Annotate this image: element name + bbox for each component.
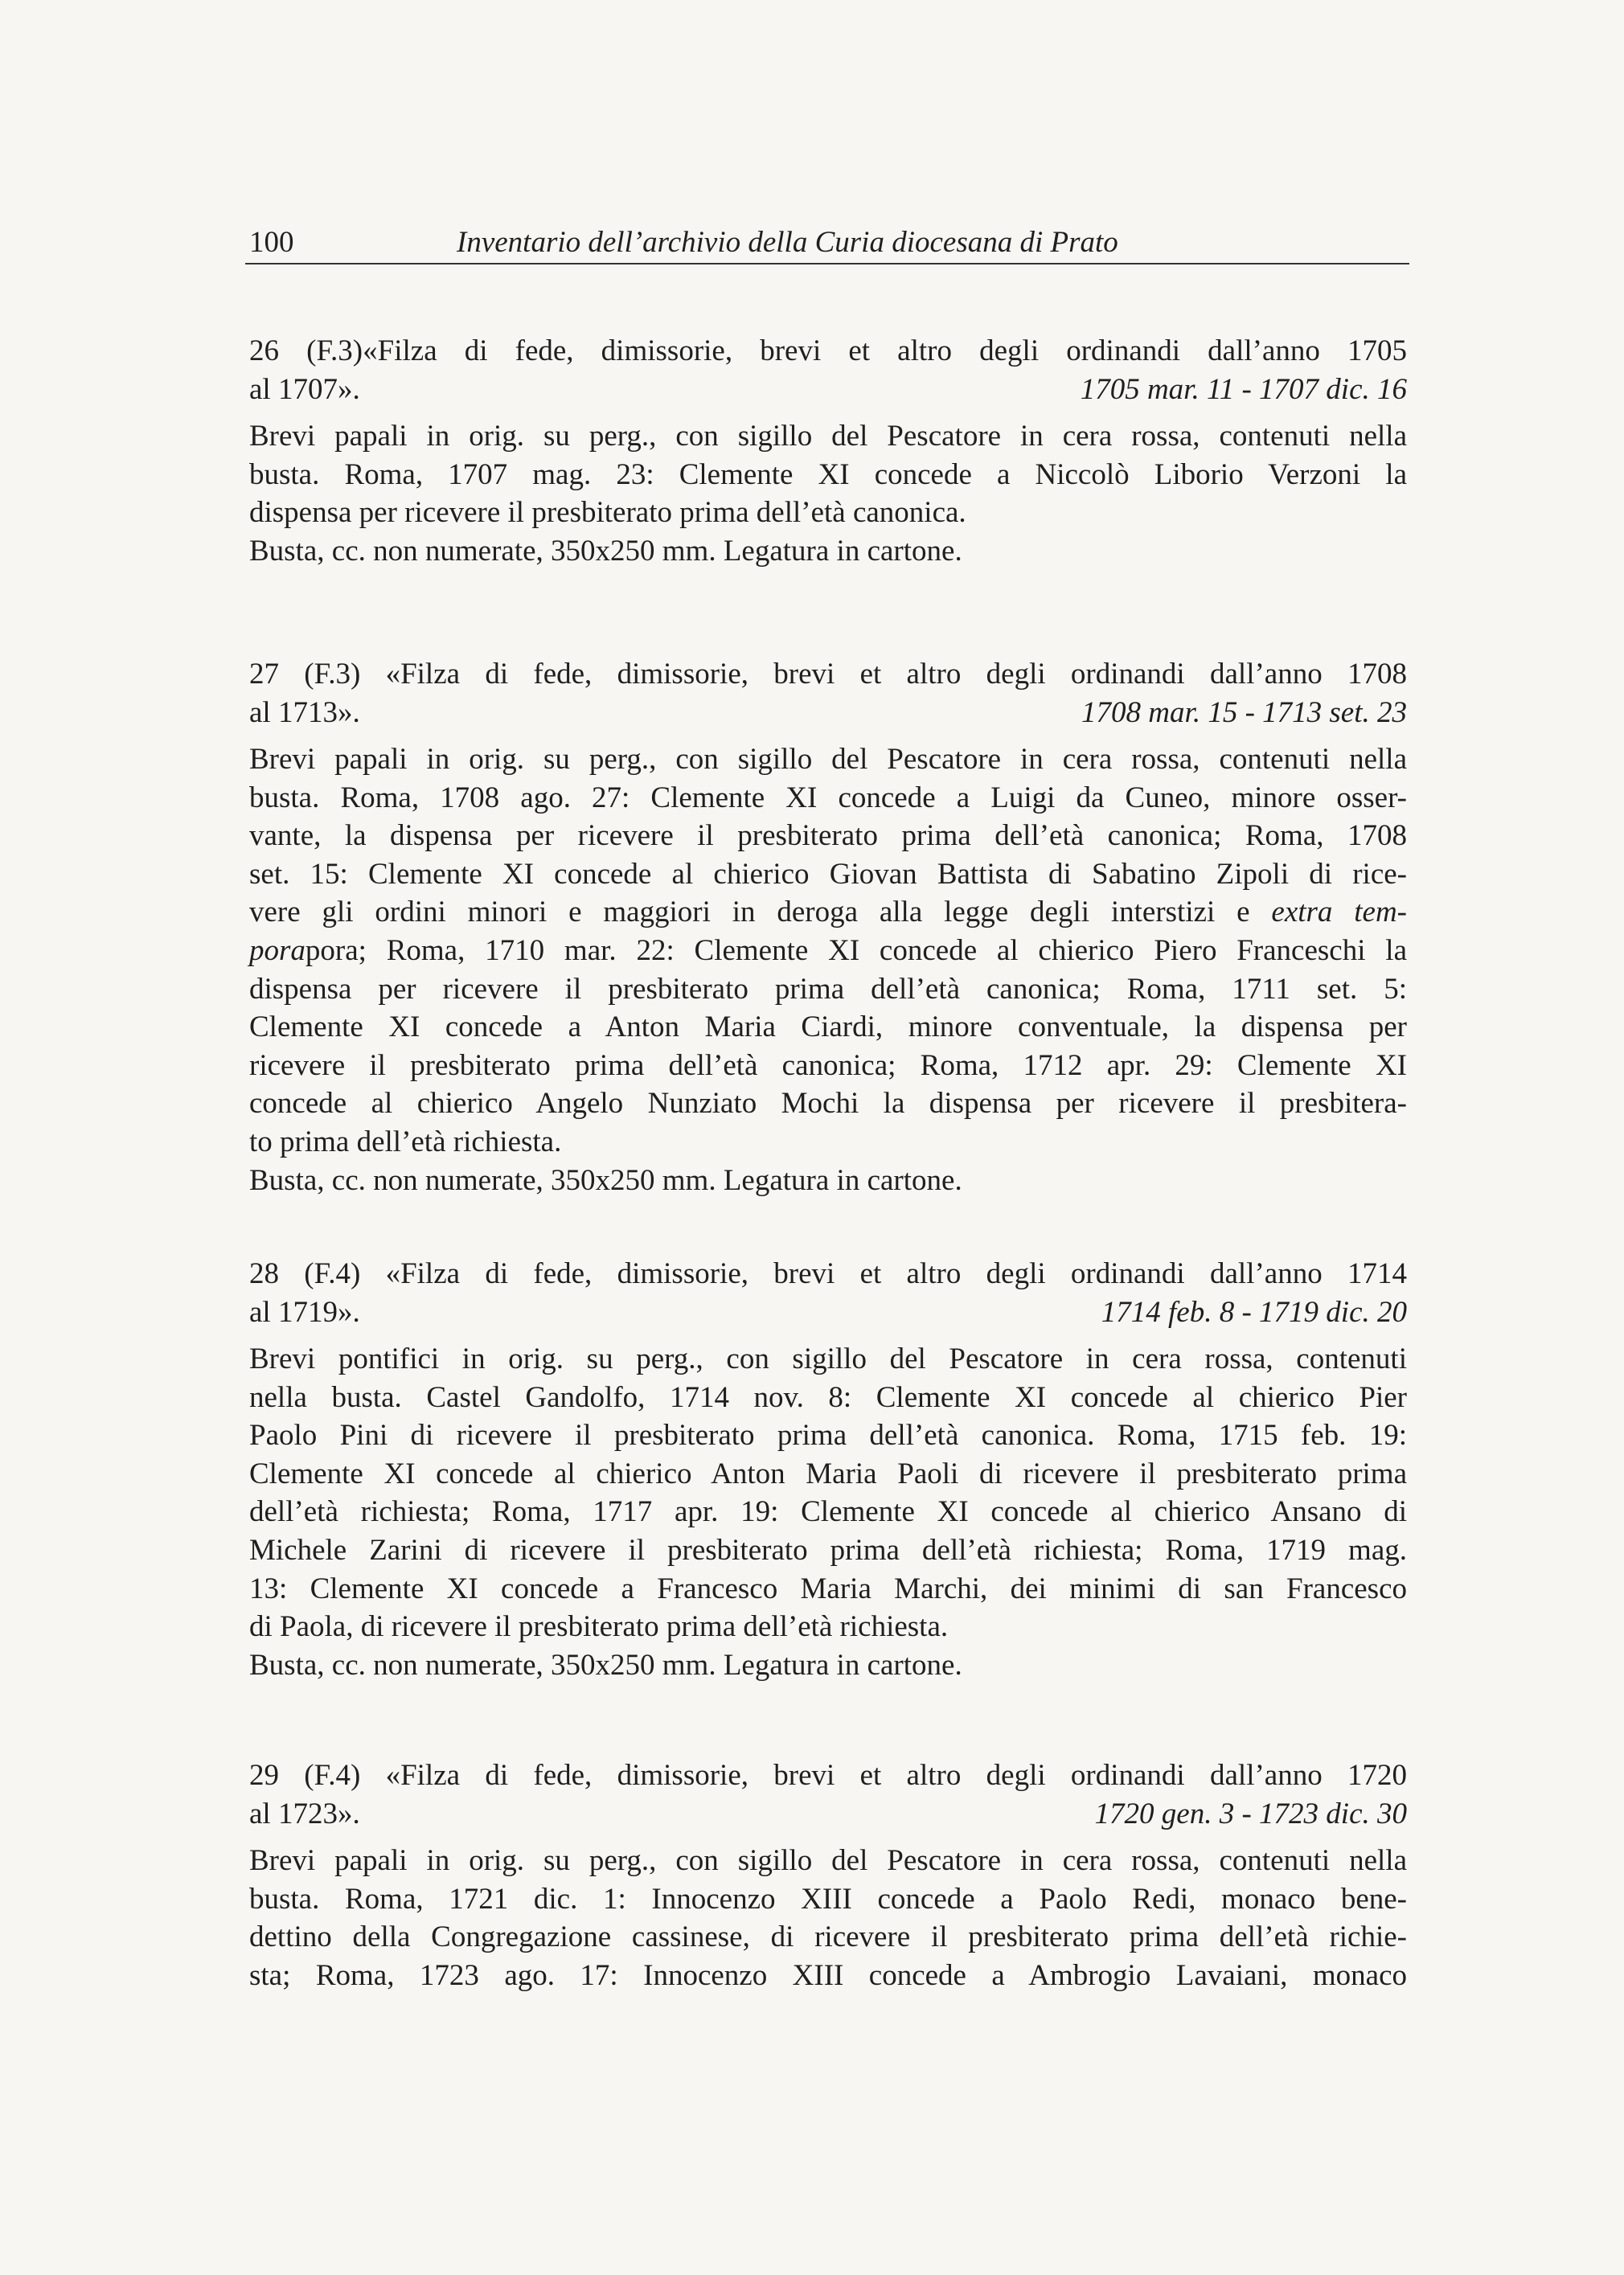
entry-title xyxy=(249,655,1407,732)
document-page xyxy=(241,0,1407,2275)
description-line: ricevere il presbiterato prima dell’età canonica; Roma, 1712 apr. 29: Clemente XI xyxy=(249,1048,1407,1082)
inventory-entry-27 xyxy=(249,655,1407,1199)
entry-date-range: 1708 mar. 15 - 1713 set. 23 xyxy=(1081,696,1407,729)
entry-title-end: al 1723». xyxy=(249,1797,360,1830)
description-line: set. 15: Clemente XI concede al chierico Giovan Battista di Sabatino Zipoli di rice- xyxy=(249,857,1407,891)
header-rule xyxy=(245,263,1409,264)
description-line: 13: Clemente XI concede a Francesco Maria Marchi, dei minimi di san Francesco xyxy=(249,1572,1407,1605)
entry-title xyxy=(249,1255,1407,1332)
description-line: Brevi papali in orig. su perg., con sigillo del Pescatore in cera rossa, contenuti nella xyxy=(249,1844,1407,1877)
description-line: dispensa per ricevere il presbiterato prima dell’età canonica. xyxy=(249,496,966,530)
inventory-entry-28 xyxy=(249,1255,1407,1684)
description-text: pora; Roma, 1710 mar. 22: Clemente XI concede al chierico Piero Franceschi la xyxy=(305,933,1407,967)
description-line: nella busta. Castel Gandolfo, 1714 nov. 8: Clemente XI concede al chierico Pier xyxy=(249,1380,1407,1414)
description-line: Clemente XI concede al chierico Anton Maria Paoli di ricevere il presbiterato prima xyxy=(249,1457,1407,1490)
entry-description xyxy=(249,1842,1407,1994)
description-line: busta. Roma, 1707 mag. 23: Clemente XI concede a Niccolò Liborio Verzoni la xyxy=(249,457,1407,491)
entry-description xyxy=(249,417,1407,570)
entry-title-end: al 1707». xyxy=(249,373,360,406)
running-title: Inventario dell’archivio della Curia diocesana di Prato xyxy=(457,226,1118,259)
description-line: Brevi papali in orig. su perg., con sigillo del Pescatore in cera rossa, contenuti nella xyxy=(249,420,1407,453)
entry-title-main: 28 (F.4) «Filza di fede, dimissorie, brevi et altro degli ordinandi dall’anno 1714 xyxy=(249,1257,1407,1290)
description-line: dispensa per ricevere il presbiterato prima dell’età canonica; Roma, 1711 set. 5: xyxy=(249,972,1407,1006)
italic-phrase: pora xyxy=(249,933,306,967)
entry-title xyxy=(249,332,1407,409)
page-number: 100 xyxy=(249,226,294,259)
entry-date-range: 1705 mar. 11 - 1707 dic. 16 xyxy=(1080,373,1407,406)
entry-date-range: 1714 feb. 8 - 1719 dic. 20 xyxy=(1101,1296,1407,1329)
entry-title-second-line xyxy=(249,1795,1407,1834)
entry-title-second-line xyxy=(249,371,1407,409)
physical-description: Busta, cc. non numerate, 350x250 mm. Legatura in cartone. xyxy=(249,1648,962,1682)
description-line: busta. Roma, 1721 dic. 1: Innocenzo XIII concede a Paolo Redi, monaco bene- xyxy=(249,1882,1407,1916)
entry-title-main: 29 (F.4) «Filza di fede, dimissorie, brevi et altro degli ordinandi dall’anno 1720 xyxy=(249,1759,1407,1792)
entry-title-second-line xyxy=(249,1293,1407,1332)
description-line: Clemente XI concede a Anton Maria Ciardi, minore conventuale, la dispensa per xyxy=(249,1010,1407,1044)
inventory-entry-26 xyxy=(249,332,1407,570)
description-line: to prima dell’età richiesta. xyxy=(249,1125,562,1158)
physical-description: Busta, cc. non numerate, 350x250 mm. Legatura in cartone. xyxy=(249,534,962,568)
entry-title-second-line xyxy=(249,694,1407,732)
description-line: dell’età richiesta; Roma, 1717 apr. 19: Clemente XI concede al chierico Ansano di xyxy=(249,1495,1407,1529)
description-line: Brevi pontifici in orig. su perg., con sigillo del Pescatore in cera rossa, contenuti xyxy=(249,1342,1407,1375)
description-line: Brevi papali in orig. su perg., con sigillo del Pescatore in cera rossa, contenuti nella xyxy=(249,743,1407,776)
description-line: busta. Roma, 1708 ago. 27: Clemente XI concede a Luigi da Cuneo, minore osser- xyxy=(249,781,1407,814)
italic-phrase: extra tem- xyxy=(1271,896,1407,929)
entry-title xyxy=(249,1756,1407,1834)
running-head xyxy=(249,223,1407,262)
entry-description xyxy=(249,740,1407,1199)
description-line: Paolo Pini di ricevere il presbiterato prima dell’età canonica. Roma, 1715 feb. 19: xyxy=(249,1419,1407,1453)
entry-title-end: al 1719». xyxy=(249,1296,360,1329)
entry-title-main: 27 (F.3) «Filza di fede, dimissorie, brevi et altro degli ordinandi dall’anno 1708 xyxy=(249,658,1407,691)
description-line: vante, la dispensa per ricevere il presbiterato prima dell’età canonica; Roma, 1708 xyxy=(249,819,1407,853)
description-line: concede al chierico Angelo Nunziato Mochi la dispensa per ricevere il presbitera- xyxy=(249,1087,1407,1121)
description-line: dettino della Congregazione cassinese, di ricevere il presbiterato prima dell’età richie- xyxy=(249,1920,1407,1954)
physical-description: Busta, cc. non numerate, 350x250 mm. Legatura in cartone. xyxy=(249,1163,962,1197)
description-line-with-italic xyxy=(249,932,1407,970)
entry-date-range: 1720 gen. 3 - 1723 dic. 30 xyxy=(1094,1797,1407,1830)
description-line: sta; Roma, 1723 ago. 17: Innocenzo XIII concede a Ambrogio Lavaiani, monaco xyxy=(249,1958,1407,1992)
description-line: di Paola, di ricevere il presbiterato prima dell’età richiesta. xyxy=(249,1610,949,1644)
description-line-with-italic xyxy=(249,893,1407,932)
description-text: vere gli ordini minori e maggiori in deroga alla legge degli interstizi e xyxy=(249,896,1250,929)
entry-title-main: 26 (F.3)«Filza di fede, dimissorie, brevi et altro degli ordinandi dall’anno 1705 xyxy=(249,334,1407,367)
description-line: Michele Zarini di ricevere il presbiterato prima dell’età richiesta; Roma, 1719 mag. xyxy=(249,1533,1407,1567)
inventory-entry-29 xyxy=(249,1756,1407,1994)
entry-title-end: al 1713». xyxy=(249,696,360,729)
entry-description xyxy=(249,1340,1407,1684)
